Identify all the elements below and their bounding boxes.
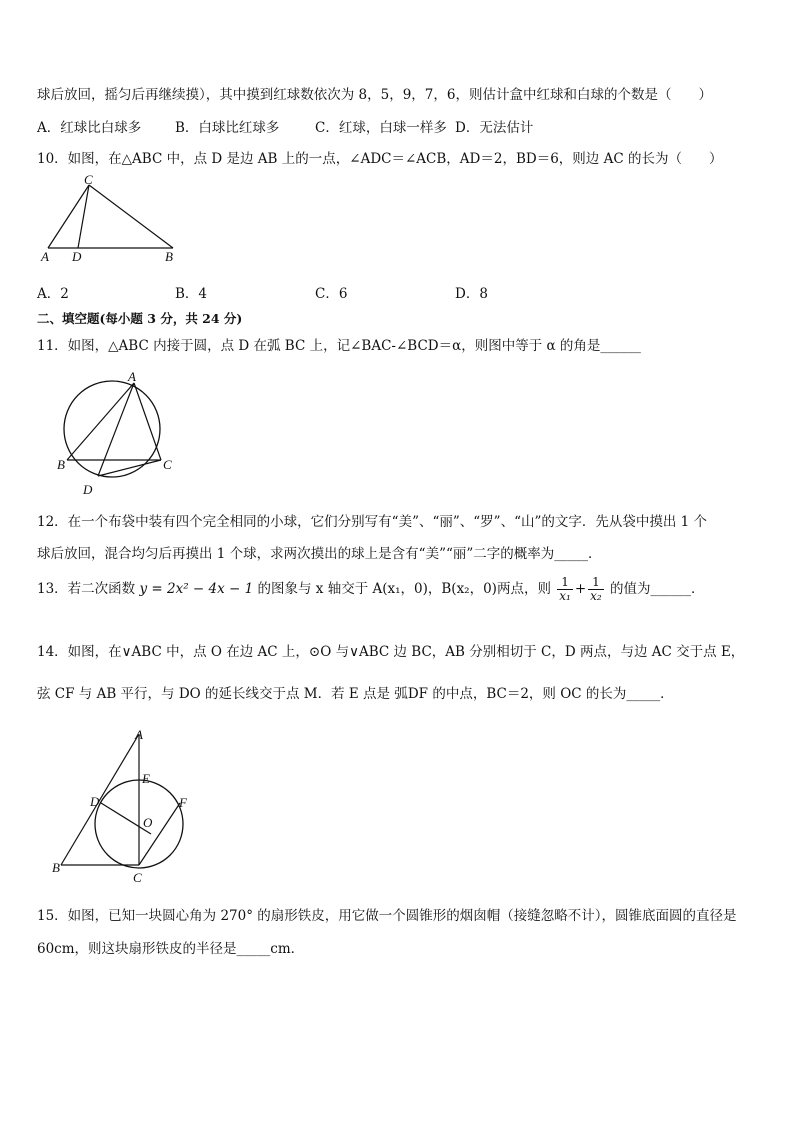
q9-option-d: D．无法估计 bbox=[455, 120, 534, 136]
q10-option-a: A．2 bbox=[37, 286, 69, 302]
q14-label-c: C bbox=[133, 870, 142, 885]
q11-stem: 11．如图，△ABC 内接于圆，点 D 在弧 BC 上，记∠BAC-∠BCD＝α，则图中等于 α 的角是______ bbox=[37, 338, 641, 354]
q9-option-b: B．白球比红球多 bbox=[175, 120, 280, 136]
q13-function: y = 2x² − 4x − 1 bbox=[139, 581, 254, 597]
q10-label-a: A bbox=[41, 249, 49, 264]
q13-plus: + bbox=[574, 581, 587, 597]
q14-line-1: 14．如图，在∨ABC 中，点 O 在边 AC 上，⊙O 与∨ABC 边 BC，AB 分别相切于 C，D 两点，与边 AC 交于点 E， bbox=[37, 644, 745, 660]
q13-stem bbox=[37, 576, 705, 603]
q14-label-e: E bbox=[142, 771, 150, 786]
q14-label-a: A bbox=[135, 727, 143, 742]
q11-label-c: C bbox=[163, 457, 172, 472]
q13-fraction-2 bbox=[588, 576, 604, 603]
q10-option-b: B．4 bbox=[175, 286, 208, 302]
q11-label-a: A bbox=[128, 369, 136, 384]
q15-line-2: 60cm，则这块扇形铁皮的半径是_____cm． bbox=[37, 941, 305, 957]
q13-fraction-1 bbox=[557, 576, 573, 603]
q10-label-d: D bbox=[72, 249, 82, 264]
q10-label-b: B bbox=[165, 249, 173, 264]
q10-option-d: D．8 bbox=[455, 286, 488, 302]
q13-mid: 的图象与 x 轴交于 A(x₁，0)，B(x₂，0)两点，则 bbox=[257, 581, 551, 597]
q10-label-c: C bbox=[84, 175, 93, 187]
q14-label-b: B bbox=[52, 860, 60, 875]
q10-option-c: C．6 bbox=[315, 286, 348, 302]
section-2-heading: 二、填空题(每小题 3 分，共 24 分) bbox=[37, 311, 243, 326]
q9-stem-tail: 球后放回，摇匀后再继续摸），其中摸到红球数依次为 8，5，9，7，6，则估计盒中红球和白球的个数是（ ） bbox=[37, 87, 712, 103]
q11-label-b: B bbox=[57, 457, 65, 472]
q12-line-2: 球后放回，混合均匀后再摸出 1 个球，求两次摸出的球上是含有“美”“丽”二字的概率为_____． bbox=[37, 546, 602, 562]
q10-stem: 10．如图，在△ABC 中，点 D 是边 AB 上的一点，∠ADC＝∠ACB，AD＝2，BD＝6，则边 AC 的长为（ ） bbox=[37, 151, 723, 167]
q11-label-d: D bbox=[83, 482, 93, 497]
q11-circle-figure bbox=[55, 368, 185, 498]
q13-fraction-1-numerator: 1 bbox=[557, 576, 573, 590]
q12-line-1: 12．在一个布袋中装有四个完全相同的小球，它们分别写有“美”、“丽”、“罗”、“山”的文字．先从袋中摸出 1 个 bbox=[37, 514, 708, 530]
q14-label-d: D bbox=[90, 794, 100, 809]
q14-label-o: O bbox=[143, 815, 153, 830]
q13-fraction-2-numerator: 1 bbox=[588, 576, 604, 590]
q13-pre: 13．若二次函数 bbox=[37, 581, 136, 597]
q13-post: 的值为______． bbox=[610, 581, 705, 597]
q9-option-a: A．红球比白球多 bbox=[37, 120, 142, 136]
q13-fraction-2-denominator: x₂ bbox=[590, 589, 602, 603]
q13-fraction-1-denominator: x₁ bbox=[559, 589, 571, 603]
q9-option-c: C．红球，白球一样多 bbox=[315, 120, 447, 136]
q14-label-f: F bbox=[179, 795, 187, 810]
q15-line-1: 15．如图，已知一块圆心角为 270° 的扇形铁皮，用它做一个圆锥形的烟囱帽（接缝忽略不计），圆锥底面圆的直径是 bbox=[37, 908, 737, 924]
q14-tangent-circle-figure bbox=[50, 726, 200, 891]
q10-triangle-figure bbox=[38, 175, 183, 265]
q14-line-2: 弦 CF 与 AB 平行，与 DO 的延长线交于点 M．若 E 点是 弧DF 的中点，BC＝2，则 OC 的长为_____． bbox=[37, 686, 674, 702]
